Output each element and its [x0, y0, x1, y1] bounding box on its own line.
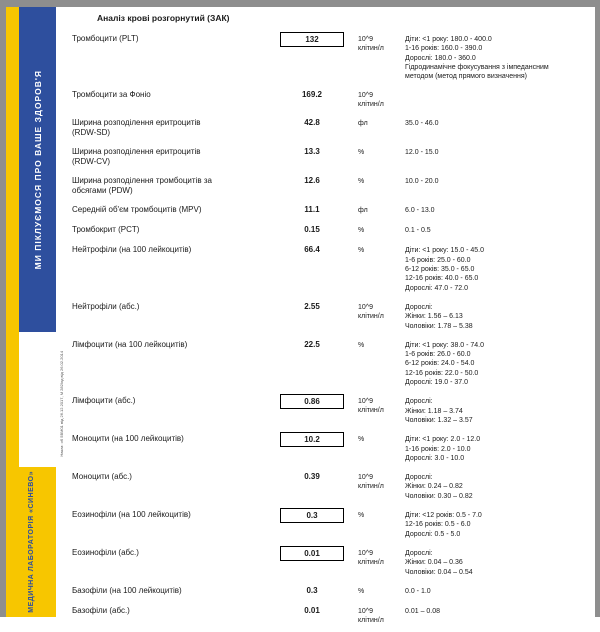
- test-value-cell: [272, 300, 352, 331]
- reference-range: [396, 584, 589, 597]
- reference-line: Дорослі: 180.0 - 360.0: [405, 54, 476, 62]
- test-unit: [352, 203, 396, 216]
- test-value: 0.86: [280, 394, 344, 409]
- reference-range: [396, 394, 589, 425]
- reference-line: 12-16 років: 22.0 - 50.0: [405, 369, 479, 377]
- reference-line: Дорослі: 0.5 - 5.0: [405, 530, 461, 538]
- test-name: [72, 604, 272, 625]
- reference-range: [396, 116, 589, 138]
- unit-line: фл: [358, 120, 368, 128]
- test-unit: [352, 145, 396, 167]
- unit-line: клітин/л: [358, 407, 384, 415]
- reference-line: 6-12 років: 24.0 - 54.0: [405, 360, 475, 368]
- unit-line: клітин/л: [358, 483, 384, 491]
- reference-line: 1-16 років: 2.0 - 10.0: [405, 445, 471, 453]
- unit-line: 10^9: [358, 398, 373, 406]
- unit-line: клітин/л: [358, 616, 384, 624]
- reference-line: 12-16 років: 40.0 - 65.0: [405, 275, 479, 283]
- unit-line: 10^9: [358, 474, 373, 482]
- test-value-cell: [272, 203, 352, 216]
- reference-range: [396, 203, 589, 216]
- unit-line: %: [358, 341, 365, 349]
- test-value-cell: [272, 145, 352, 167]
- reference-line: Дорослі:: [405, 474, 433, 482]
- test-unit: [352, 394, 396, 425]
- reference-line: 1-16 років: 160.0 - 390.0: [405, 45, 483, 53]
- test-unit: [352, 546, 396, 577]
- test-value-cell: [272, 470, 352, 501]
- reference-line: Гідродинамічне фокусування з імпедансним: [405, 63, 549, 71]
- table-row: [72, 116, 589, 138]
- table-row: [72, 174, 589, 196]
- test-value: 0.01: [280, 546, 344, 561]
- table-row: [72, 508, 589, 539]
- reference-line: 35.0 - 46.0: [405, 120, 439, 128]
- results-table: [72, 32, 589, 625]
- table-row: [72, 243, 589, 292]
- reference-line: 6-12 років: 35.0 - 65.0: [405, 266, 475, 274]
- test-value: 10.2: [280, 432, 344, 447]
- reference-line: Дорослі:: [405, 398, 433, 406]
- reference-line: Дорослі: 19.0 - 37.0: [405, 379, 468, 387]
- sidebar-blue-band: [19, 7, 56, 332]
- reference-range: [396, 508, 589, 539]
- reference-line: Чоловіки: 1.32 – 3.57: [405, 416, 473, 424]
- test-name-line: Ширина розподілення тромбоцитів за: [72, 176, 212, 186]
- reference-range: [396, 223, 589, 236]
- reference-line: Чоловіки: 1.78 – 5.38: [405, 322, 473, 330]
- table-row: [72, 203, 589, 216]
- unit-line: 10^9: [358, 92, 373, 100]
- table-row: [72, 88, 589, 109]
- reference-line: Жінки: 0.04 – 0.36: [405, 559, 463, 567]
- table-row: [72, 223, 589, 236]
- unit-line: %: [358, 149, 365, 157]
- test-value: 0.3: [280, 508, 344, 523]
- test-value: 132: [280, 32, 344, 47]
- reference-line: Чоловіки: 0.04 – 0.54: [405, 568, 473, 576]
- test-name-line: Нейтрофіли (абс.): [72, 301, 140, 311]
- reference-line: методом (метод прямого визначення): [405, 73, 527, 81]
- reference-line: Діти: <1 року: 2.0 - 12.0: [405, 436, 481, 444]
- report-title: Аналіз крові розгорнутий (ЗАК): [97, 13, 230, 23]
- test-unit: [352, 300, 396, 331]
- test-name: [72, 174, 272, 196]
- test-value: 11.1: [304, 205, 320, 215]
- test-name: [72, 508, 272, 539]
- sidebar-lab-band: [6, 467, 56, 617]
- reference-line: 1-6 років: 26.0 - 60.0: [405, 351, 471, 359]
- test-name: [72, 223, 272, 236]
- reference-line: 0.0 - 1.0: [405, 587, 431, 595]
- reference-line: Дорослі:: [405, 303, 433, 311]
- test-name: [72, 32, 272, 81]
- table-row: [72, 546, 589, 577]
- report-page: [6, 7, 595, 624]
- reference-line: Діти: <1 року: 38.0 - 74.0: [405, 341, 485, 349]
- test-value-cell: [272, 394, 352, 425]
- unit-line: 10^9: [358, 303, 373, 311]
- test-name: [72, 203, 272, 216]
- test-value-cell: [272, 32, 352, 81]
- test-name: [72, 88, 272, 109]
- test-unit: [352, 32, 396, 81]
- unit-line: клітин/л: [358, 101, 384, 109]
- test-value: 12.6: [304, 176, 320, 186]
- test-value: 169.2: [301, 90, 323, 100]
- test-unit: [352, 584, 396, 597]
- table-row: [72, 394, 589, 425]
- test-unit: [352, 432, 396, 463]
- reference-line: Жінки: 1.56 – 6.13: [405, 313, 463, 321]
- test-value-cell: [272, 223, 352, 236]
- test-name: [72, 584, 272, 597]
- test-value: 22.5: [304, 339, 320, 349]
- test-name-line: обсягами (PDW): [72, 186, 133, 196]
- sidebar-fine-print: [56, 335, 67, 473]
- test-name: [72, 432, 272, 463]
- test-value: 42.8: [304, 118, 320, 128]
- test-value-cell: [272, 243, 352, 292]
- unit-line: 10^9: [358, 549, 373, 557]
- test-name-line: Лімфоцити (на 100 лейкоцитів): [72, 339, 188, 349]
- reference-line: Жінки: 0.24 – 0.82: [405, 483, 463, 491]
- table-row: [72, 145, 589, 167]
- table-row: [72, 584, 589, 597]
- unit-line: %: [358, 587, 365, 595]
- reference-range: [396, 604, 589, 625]
- test-name-line: Середній об'єм тромбоцитів (MPV): [72, 205, 202, 215]
- reference-range: [396, 432, 589, 463]
- table-row: [72, 432, 589, 463]
- unit-line: %: [358, 512, 365, 520]
- test-name-line: Ширина розподілення еритроцитів: [72, 147, 201, 157]
- test-name-line: Тромбокрит (PCT): [72, 225, 140, 235]
- test-name-line: Тромбоцити за Фоніо: [72, 90, 151, 100]
- table-row: [72, 338, 589, 387]
- unit-line: %: [358, 247, 365, 255]
- reference-line: Діти: <1 року: 15.0 - 45.0: [405, 247, 485, 255]
- sidebar-lab-name: МЕДИЧНА ЛАБОРАТОРІЯ «СИНЕВО»: [27, 471, 35, 613]
- unit-line: клітин/л: [358, 45, 384, 52]
- reference-range: [396, 338, 589, 387]
- reference-line: Діти: <12 років: 0.5 - 7.0: [405, 512, 482, 520]
- test-name: [72, 145, 272, 167]
- table-row: [72, 300, 589, 331]
- test-value: 0.39: [304, 472, 320, 482]
- test-value: 2.55: [304, 301, 320, 311]
- reference-range: [396, 470, 589, 501]
- reference-line: Дорослі: 3.0 - 10.0: [405, 454, 465, 462]
- test-name-line: Тромбоцити (PLT): [72, 34, 139, 43]
- reference-line: Жінки: 1.18 – 3.74: [405, 407, 463, 415]
- table-row: [72, 604, 589, 625]
- table-row: [72, 470, 589, 501]
- reference-range: [396, 88, 589, 109]
- test-name: [72, 470, 272, 501]
- test-value-cell: [272, 338, 352, 387]
- reference-range: [396, 546, 589, 577]
- reference-line: 6.0 - 13.0: [405, 207, 435, 215]
- test-unit: [352, 116, 396, 138]
- test-name: [72, 394, 272, 425]
- test-value-cell: [272, 116, 352, 138]
- reference-line: 12-16 років: 0.5 - 6.0: [405, 521, 471, 529]
- test-unit: [352, 508, 396, 539]
- test-name-line: Ширина розподілення еритроцитів: [72, 118, 201, 128]
- reference-line: Чоловіки: 0.30 – 0.82: [405, 492, 473, 500]
- test-value-cell: [272, 432, 352, 463]
- test-name-line: Еозинофіли (абс.): [72, 547, 139, 557]
- reference-line: Дорослі: 47.0 - 72.0: [405, 284, 468, 292]
- reference-line: Діти: <1 року: 180.0 - 400.0: [405, 36, 492, 43]
- test-name: [72, 243, 272, 292]
- test-name-line: Моноцити (на 100 лейкоцитів): [72, 434, 184, 444]
- test-unit: [352, 243, 396, 292]
- reference-line: 10.0 - 20.0: [405, 178, 439, 186]
- sidebar-slogan: МИ ПІКЛУЄМОСЯ ПРО ВАШЕ ЗДОРОВ'Я: [32, 69, 43, 270]
- reference-line: 12.0 - 15.0: [405, 149, 439, 157]
- test-value: 0.01: [304, 605, 320, 615]
- test-name: [72, 116, 272, 138]
- test-value-cell: [272, 546, 352, 577]
- reference-line: 0.1 - 0.5: [405, 227, 431, 235]
- test-value-cell: [272, 604, 352, 625]
- reference-range: [396, 145, 589, 167]
- reference-range: [396, 32, 589, 81]
- reference-range: [396, 243, 589, 292]
- test-name-line: Моноцити (абс.): [72, 472, 132, 482]
- reference-line: 1-6 років: 25.0 - 60.0: [405, 256, 471, 264]
- reference-line: Дорослі:: [405, 549, 433, 557]
- test-value-cell: [272, 508, 352, 539]
- test-name-line: Еозинофіли (на 100 лейкоцитів): [72, 510, 191, 520]
- unit-line: клітин/л: [358, 312, 384, 320]
- test-name-line: (RDW-CV): [72, 157, 111, 167]
- test-name-line: Нейтрофіли (на 100 лейкоцитів): [72, 245, 192, 255]
- unit-line: 10^9: [358, 36, 373, 43]
- unit-line: фл: [358, 207, 368, 215]
- reference-range: [396, 300, 589, 331]
- sidebar-fine-print-text: Наказ: об 5ВМ01 від 26.12.2017, М 282/од від 26.02.2014: [59, 351, 64, 457]
- test-value-cell: [272, 88, 352, 109]
- reference-line: 0.01 – 0.08: [405, 607, 441, 615]
- test-name: [72, 338, 272, 387]
- test-unit: [352, 88, 396, 109]
- test-unit: [352, 470, 396, 501]
- test-value-cell: [272, 584, 352, 597]
- test-name: [72, 546, 272, 577]
- reference-range: [396, 174, 589, 196]
- test-name-line: (RDW-SD): [72, 128, 111, 138]
- test-value: 0.15: [304, 225, 320, 235]
- test-unit: [352, 223, 396, 236]
- unit-line: %: [358, 436, 365, 444]
- table-row: [72, 32, 589, 81]
- test-unit: [352, 604, 396, 625]
- test-name: [72, 300, 272, 331]
- unit-line: клітин/л: [358, 558, 384, 566]
- unit-line: 10^9: [358, 607, 373, 615]
- test-unit: [352, 174, 396, 196]
- test-value: 13.3: [304, 147, 320, 157]
- unit-line: %: [358, 227, 365, 235]
- test-name-line: Базофіли (абс.): [72, 605, 130, 615]
- test-value: 0.3: [306, 585, 318, 595]
- test-name-line: Лімфоцити (абс.): [72, 396, 136, 406]
- test-value: 66.4: [304, 245, 320, 255]
- report-content: [72, 11, 589, 632]
- unit-line: %: [358, 178, 365, 186]
- test-value-cell: [272, 174, 352, 196]
- test-unit: [352, 338, 396, 387]
- test-name-line: Базофіли (на 100 лейкоцитів): [72, 585, 182, 595]
